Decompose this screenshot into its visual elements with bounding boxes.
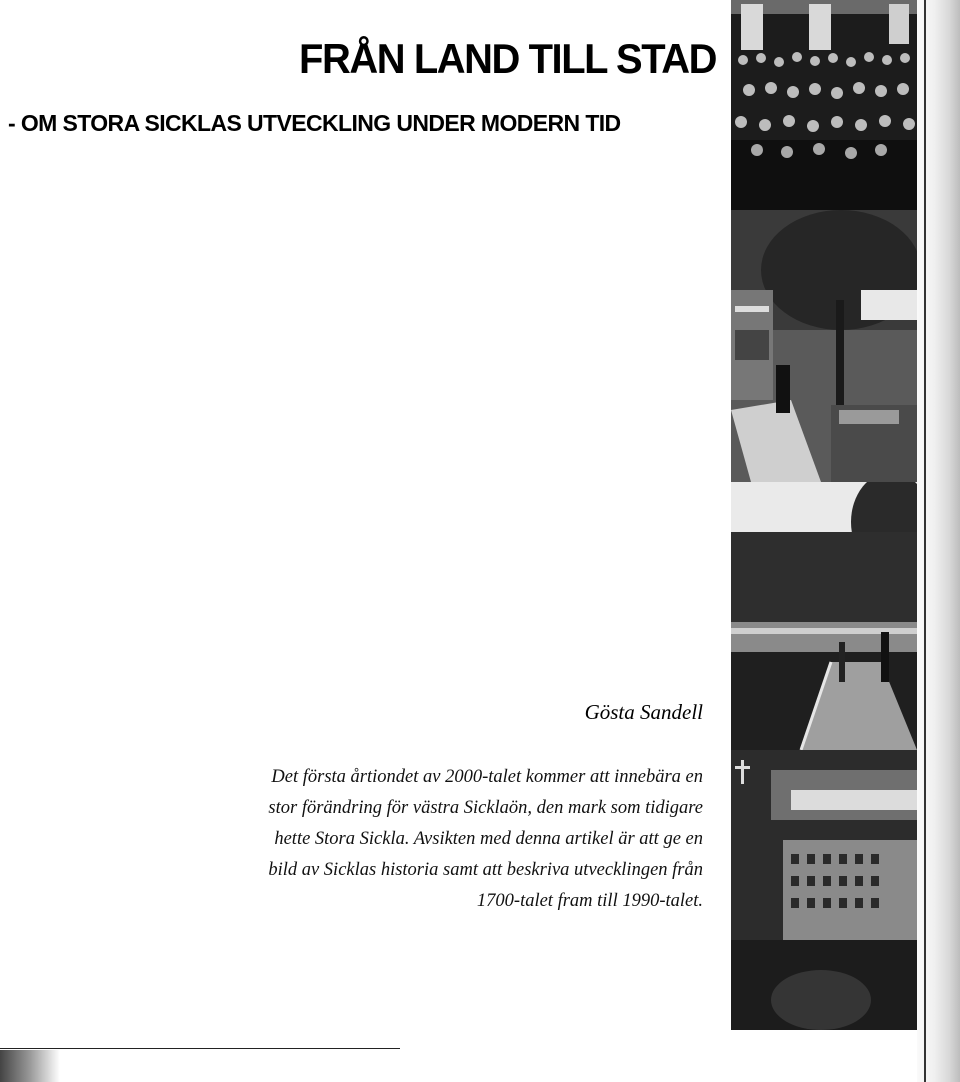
intro-line: bild av Sicklas historia samt att beskriva utvecklingen från xyxy=(268,860,703,880)
corner-shadow xyxy=(0,1050,60,1082)
page-edge-line xyxy=(924,0,926,1082)
industrial-buildings-photo xyxy=(731,750,917,1030)
article-title: FRÅN LAND TILL STAD xyxy=(299,35,716,82)
intro-line: Det första årtiondet av 2000-talet kommer att innebära en xyxy=(271,767,703,787)
author-name: Gösta Sandell xyxy=(584,700,703,724)
article-subtitle: - OM STORA SICKLAS UTVECKLING UNDER MODERN TID xyxy=(8,110,621,136)
intro-line: 1700-talet fram till 1990-talet. xyxy=(476,891,703,911)
intro-line: hette Stora Sickla. Avsikten med denna artikel är att ge en xyxy=(274,829,703,849)
bottom-rule xyxy=(0,1048,400,1049)
group-portrait-photo xyxy=(731,0,917,210)
intro-line: stor förändring för västra Sicklaön, den mark som tidigare xyxy=(268,798,703,818)
intro-paragraph xyxy=(236,762,703,917)
garden-path-photo xyxy=(731,210,917,482)
photo-strip xyxy=(731,0,917,1030)
pier-water-photo xyxy=(731,482,917,750)
